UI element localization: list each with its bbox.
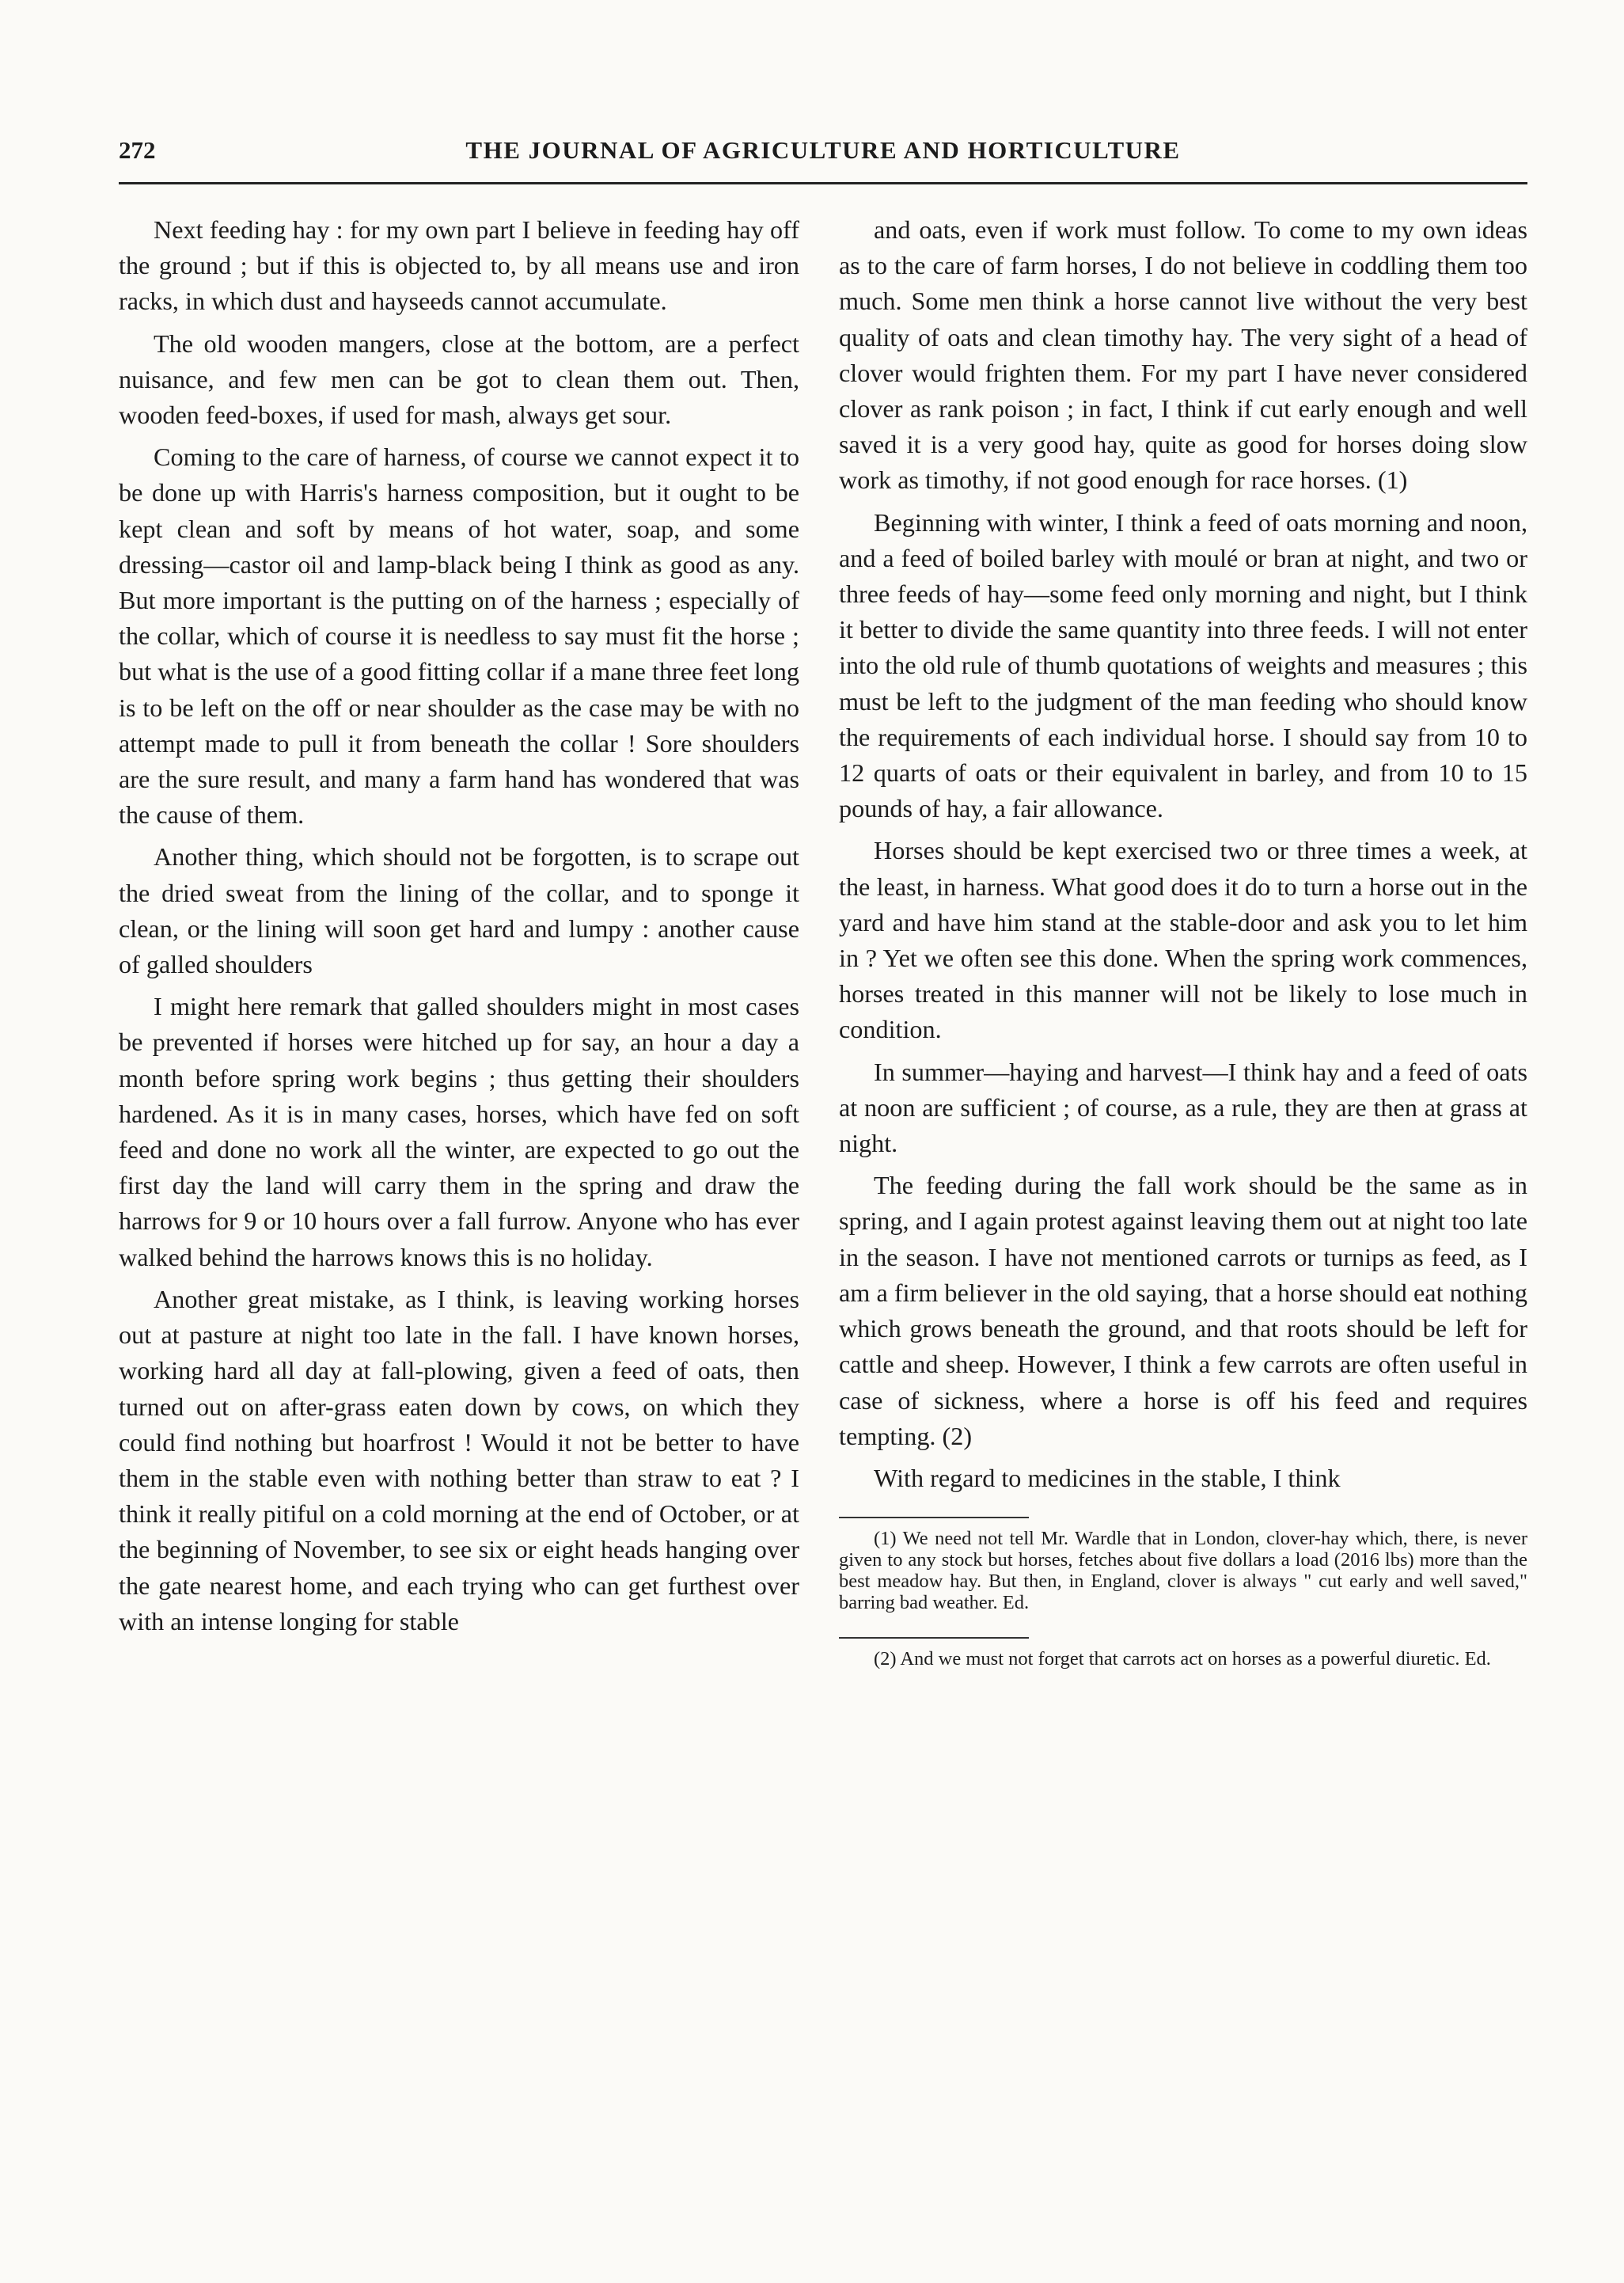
paragraph: Another great mistake, as I think, is leaving working horses out at pasture at night too late in the fall. I have known horses, working hard all day at fall-plowing, given a feed of oats, then turned out on after-grass eaten down by cows, on which they could find nothing but hoarfrost ! Would it not be better to have them in the stable even with nothing better than straw to eat ? I think it really pitiful on a cold morning at the end of October, or at the beginning of November, to see six or eight heads hanging over the gate nearest home, and each trying who can get furthest over with an intense longing for stable [119, 1284, 799, 1635]
header-rule [119, 182, 1527, 184]
footnote-2: (2) And we must not forget that carrots act on horses as a powerful diuretic. Ed. [874, 1648, 1491, 1670]
paragraph: With regard to medicines in the stable, I think [874, 1463, 1341, 1492]
right-column [839, 212, 1527, 1676]
page-number: 272 [119, 136, 156, 164]
footnote-rule [839, 1517, 1029, 1518]
paragraph: I might here remark that galled shoulders might in most cases be prevented if horses were hitched up for say, an hour a day a month before spring work begins ; thus getting their shoulders hardened. As it is in many cases, horses, which have fed on soft feed and done no work all the winter, are expected to go out the first day the land will carry them in the spring and draw the harrows for 9 or 10 hours over a fall furrow. Anyone who has ever walked behind the harrows knows this is no holiday. [119, 992, 799, 1271]
paragraph: The feeding during the fall work should be the same as in spring, and I again protest against leaving them out at night too late in the season. I have not mentioned carrots or turnips as feed, as I am a firm believer in the old saying, that a horse should eat nothing which grows beneath the ground, and that roots should be left for cattle and sheep. However, I think a few carrots are often useful in case of sickness, where a horse is off his feed and requires tempting. (2) [839, 1171, 1527, 1450]
paragraph: Horses should be kept exercised two or three times a week, at the least, in harness. What good does it do to turn a horse out in the yard and have him stand at the stable-door and ask you to let him in ? Yet we often see this done. When the spring work commences, horses treated in this manner will not be likely to lose much in condition. [839, 836, 1527, 1044]
paragraph: Next feeding hay : for my own part I believe in feeding hay off the ground ; but if this is objected to, by all means use and iron racks, in which dust and hayseeds cannot accumulate. [119, 215, 799, 316]
footnote-rule [839, 1637, 1029, 1639]
running-head [119, 133, 1527, 180]
left-column [119, 212, 799, 1646]
journal-title: THE JOURNAL OF AGRICULTURE AND HORTICULTURE [465, 136, 1181, 164]
paragraph: The old wooden mangers, close at the bottom, are a perfect nuisance, and few men can be got to clean them out. Then, wooden feed-boxes, if used for mash, always get sour. [119, 329, 799, 430]
paragraph: Another thing, which should not be forgotten, is to scrape out the dried sweat from the lining of the collar, and to sponge it clean, or the lining will soon get hard and lumpy : another cause of galled shoulders [119, 842, 799, 979]
paragraph: In summer—haying and harvest—I think hay and a feed of oats at noon are sufficient ; of course, as a rule, they are then at grass at night. [839, 1057, 1527, 1158]
footnote-1: (1) We need not tell Mr. Wardle that in London, clover-hay which, there, is never given to any stock but horses, fetches about five dollars a load (2016 lbs) more than the best meadow hay. But then, in England, clover is always " cut early and well saved," barring bad weather. Ed. [839, 1528, 1527, 1614]
paragraph: Coming to the care of harness, of course we cannot expect it to be done up with Harris's harness composition, but it ought to be kept clean and soft by means of hot water, soap, and some dressing—castor oil and lamp-black being I think as good as any. But more important is the putting on of the harness ; especially of the collar, which of course it is needless to say must fit the horse ; but what is the use of a good fitting collar if a mane three feet long is to be left on the off or near shoulder as the case may be with no attempt made to pull it from beneath the collar ! Sore shoulders are the sure result, and many a farm hand has wondered that was the cause of them. [119, 443, 799, 830]
paragraph: Beginning with winter, I think a feed of oats morning and noon, and a feed of boiled barley with moulé or bran at night, and two or three feeds of hay—some feed only morning and night, but I think it better to divide the same quantity into three feeds. I will not enter into the old rule of thumb quotations of weights and measures ; this must be left to the judgment of the man feeding who should know the requirements of each individual horse. I should say from 10 to 12 quarts of oats or their equivalent in barley, and from 10 to 15 pounds of hay, a fair allowance. [839, 507, 1527, 823]
paragraph: and oats, even if work must follow. To come to my own ideas as to the care of farm horses, I do not believe in coddling them too much. Some men think a horse cannot live without the very best quality of oats and clean timothy hay. The very sight of a head of clover would frighten them. For my part I have never considered clover as rank poison ; in fact, I think if cut early enough and well saved it is a very good hay, quite as good for horses doing slow work as timothy, if not good enough for race horses. (1) [839, 215, 1527, 495]
